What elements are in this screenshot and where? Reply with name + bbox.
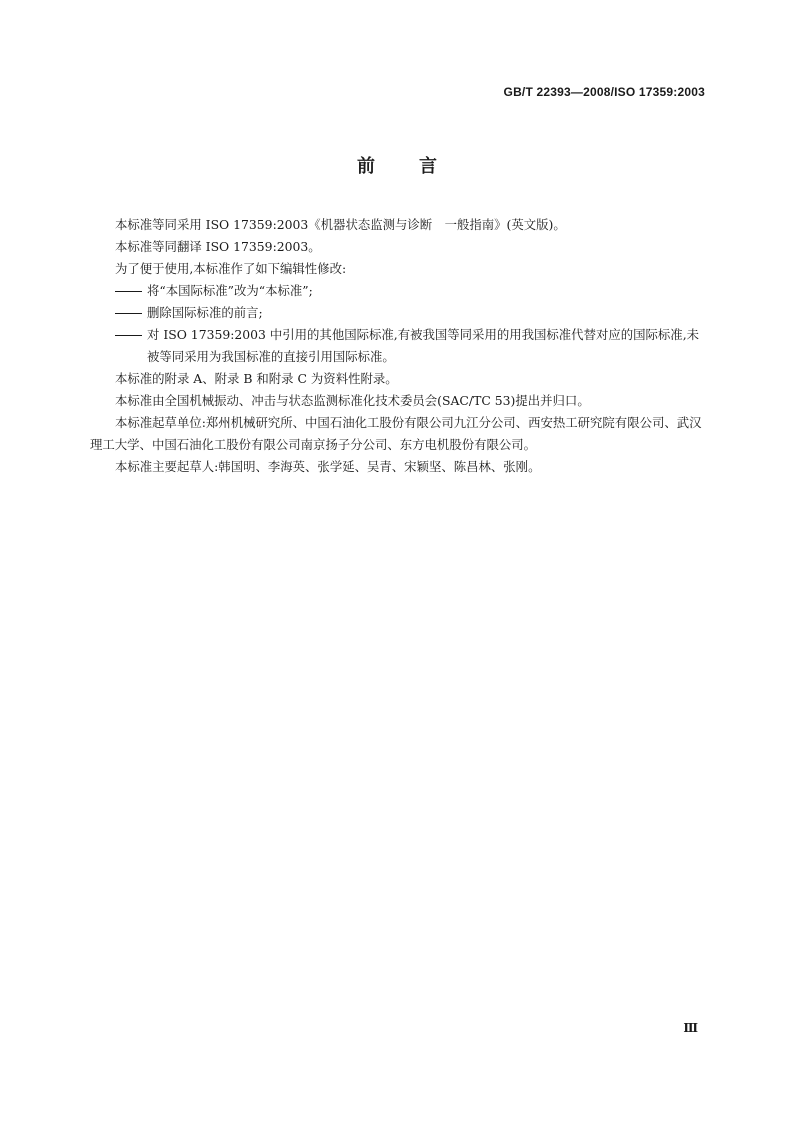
standard-code-header: GB/T 22393—2008/ISO 17359:2003 [503, 85, 705, 99]
paragraph-proposer: 本标准由全国机械振动、冲击与状态监测标准化技术委员会(SAC/TC 53)提出并归口。 [115, 393, 590, 408]
list-item-text: 删除国际标准的前言; [147, 305, 263, 320]
paragraph-drafting-units: 本标准起草单位:郑州机械研究所、中国石油化工股份有限公司九江分公司、西安热工研究院有限公司、武汉理工大学、中国石油化工股份有限公司南京扬子分公司、东方电机股份有限公司。 [90, 415, 702, 452]
paragraph-translation: 本标准等同翻译 ISO 17359:2003。 [115, 239, 321, 254]
list-item-edit-3 [90, 324, 706, 368]
list-item-text: 对 ISO 17359:2003 中引用的其他国际标准,有被我国等同采用的用我国标准代替对应的国际标准,未被等同采用为我国标准的直接引用国际标准。 [147, 327, 700, 364]
paragraph-drafters: 本标准主要起草人:韩国明、李海英、张学延、吴青、宋颖坚、陈昌林、张刚。 [115, 459, 541, 474]
list-item-text: 将“本国际标准”改为“本标准”; [147, 283, 313, 298]
dash-marker [115, 335, 142, 336]
list-item-edit-2 [90, 302, 706, 324]
dash-marker [115, 291, 142, 292]
paragraph-editorial-intro: 为了便于使用,本标准作了如下编辑性修改: [115, 261, 347, 276]
paragraph-adoption: 本标准等同采用 ISO 17359:2003《机器状态监测与诊断 一般指南》(英文版)。 [115, 217, 566, 232]
foreword-body [90, 214, 706, 478]
paragraph-annexes: 本标准的附录 A、附录 B 和附录 C 为资料性附录。 [115, 371, 398, 386]
page-title: 前言 [357, 156, 481, 177]
list-item-edit-1 [90, 280, 706, 302]
page-number: Ⅲ [683, 1021, 697, 1035]
dash-marker [115, 313, 142, 314]
